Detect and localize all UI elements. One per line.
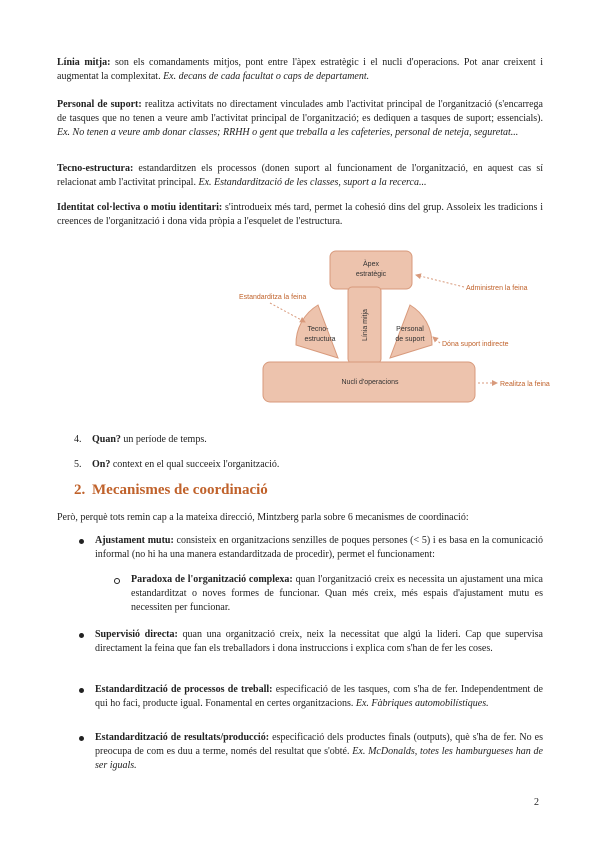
bullet-paradoxa [131,573,543,615]
text-ajustament: consisteix en organitzacions senzilles de poques persones (< 5) i es basa en la comunicació informal (no hi ha una manera estandarditzada de procedir), permet el funcionament: [95,535,543,560]
term-tecno-estructura: Tecno-estructura: [57,163,134,174]
example-personal-suport: Ex. No tenen a veure amb donar classes; RRHH o gent que treballa a les cafeteries, personal de neteja, seguretat... [57,127,519,138]
arrow-estandarditza [270,303,305,322]
term-resultats: Estandardització de resultats/producció: [95,732,270,743]
term-processos: Estandardització de processos de treball: [95,684,273,695]
nucli-label: Nucli d'operacions [341,379,399,386]
apex-label-1: Àpex [363,261,379,268]
bullet-dot [79,736,84,741]
label-suport: Dóna suport indirecte [442,341,509,348]
page-number: 2 [534,797,539,808]
list-number: 5. [74,459,82,470]
term-identitat: Identitat col·lectiva o motiu identitari: [57,202,223,213]
term-personal-suport: Personal de suport: [57,99,142,110]
tecno-label-1: Tecno- [307,326,329,333]
section-number: 2. [74,482,86,498]
bullet-dot [79,688,84,693]
bullet-dot [79,539,84,544]
list-text [92,458,279,472]
label-estandarditza: Estandarditza la feina [239,294,307,301]
list-number: 4. [74,434,82,445]
arrow-administren [416,275,464,287]
arrow-suport [433,337,440,343]
text-tecno-estructura: estandarditzen els processos (donen suport al funcionament de l'organització, en aquest cas sí relacionat amb l'activitat principal. [57,163,543,188]
bullet-circle [114,578,120,584]
apex-label-2: estratègic [355,271,387,278]
suport-label-2: de suport [395,336,425,343]
bullet-processos [95,683,543,711]
intro-paragraph: Però, perquè tots remin cap a la mateixa direcció, Mintzberg parla sobre 6 mecanismes de coordinació: [57,512,469,523]
bullet-supervisio [95,628,543,656]
bullet-ajustament [95,534,543,562]
term-paradoxa: Paradoxa de l'organització complexa: [131,574,293,585]
example-linia-mitja: Ex. decans de cada facultat o caps de departament. [163,71,370,82]
bullet-resultats [95,731,543,773]
text-resultats: especificació dels productes finals (outputs), què s'ha de fer. No es preocupa de com es duu a terme, només del resultat que s'obté. [95,732,543,757]
text-supervisio: quan una organització creix, neix la necessitat que algú la lideri. Cap que supervisa directament la feina que fan els treballadors i dona instruccions i explica com s'han de fer les coses. [95,629,543,654]
list-term: On? [92,459,111,470]
text-linia-mitja: son els comandaments mitjos, pont entre l'àpex estratègic i el nucli d'operacions. Pot anar creixent i augmentat la complexitat. [57,57,543,82]
list-desc: un període de temps. [120,434,207,445]
example-resultats: Ex. McDonalds, totes les hamburgueses han de ser iguals. [95,746,543,771]
label-realitza: Realitza la feina [500,381,550,388]
term-supervisio: Supervisió directa: [95,629,178,640]
example-processos: Ex. Fàbriques automobilístiques. [355,698,489,709]
bullet-dot [79,633,84,638]
tecno-label-2: estructura [304,336,336,343]
linia-mitja-label: Línia mitja [362,309,369,341]
section-heading [74,481,268,499]
text-identitat: s'introdueix més tard, permet la cohesió dins del grup. Assoleix les tradicions i creences de l'organització i dona vida pròpia a l'esquelet de l'estructura. [57,202,543,227]
term-ajustament: Ajustament mutu: [95,535,174,546]
section-title: Mecanismes de coordinació [92,482,268,498]
text-personal-suport: realitza activitats no directament vinculades amb l'activitat principal de l'organització (s'encarrega de tasques que no tenen a veure amb l'activitat principal de l'organització; es dediquen a tasques de suport; essencials). [57,99,543,124]
list-desc: context en el qual succeeix l'organització. [110,459,280,470]
list-term: Quan? [92,434,121,445]
text-paradoxa: quan l'organització creix es necessita un ajustament una mica estandarditzat o noves formes de funcionar. Quan més creix, més espais d'ajustament mutu es necessiten per funcionar. [131,574,543,613]
text-processos: especificació de les tasques, com s'ha de fer. Independentment de qui ho faci, producte igual. Fonamental en certes organitzacions. [95,684,543,709]
apex-box [330,251,412,289]
example-tecno-estructura: Ex. Estandardització de les classes, suport a la recerca... [198,177,427,188]
list-text [92,433,207,447]
label-administren: Administren la feina [466,285,528,292]
term-linia-mitja: Línia mitja: [57,57,111,68]
suport-label-1: Personal [396,326,424,333]
